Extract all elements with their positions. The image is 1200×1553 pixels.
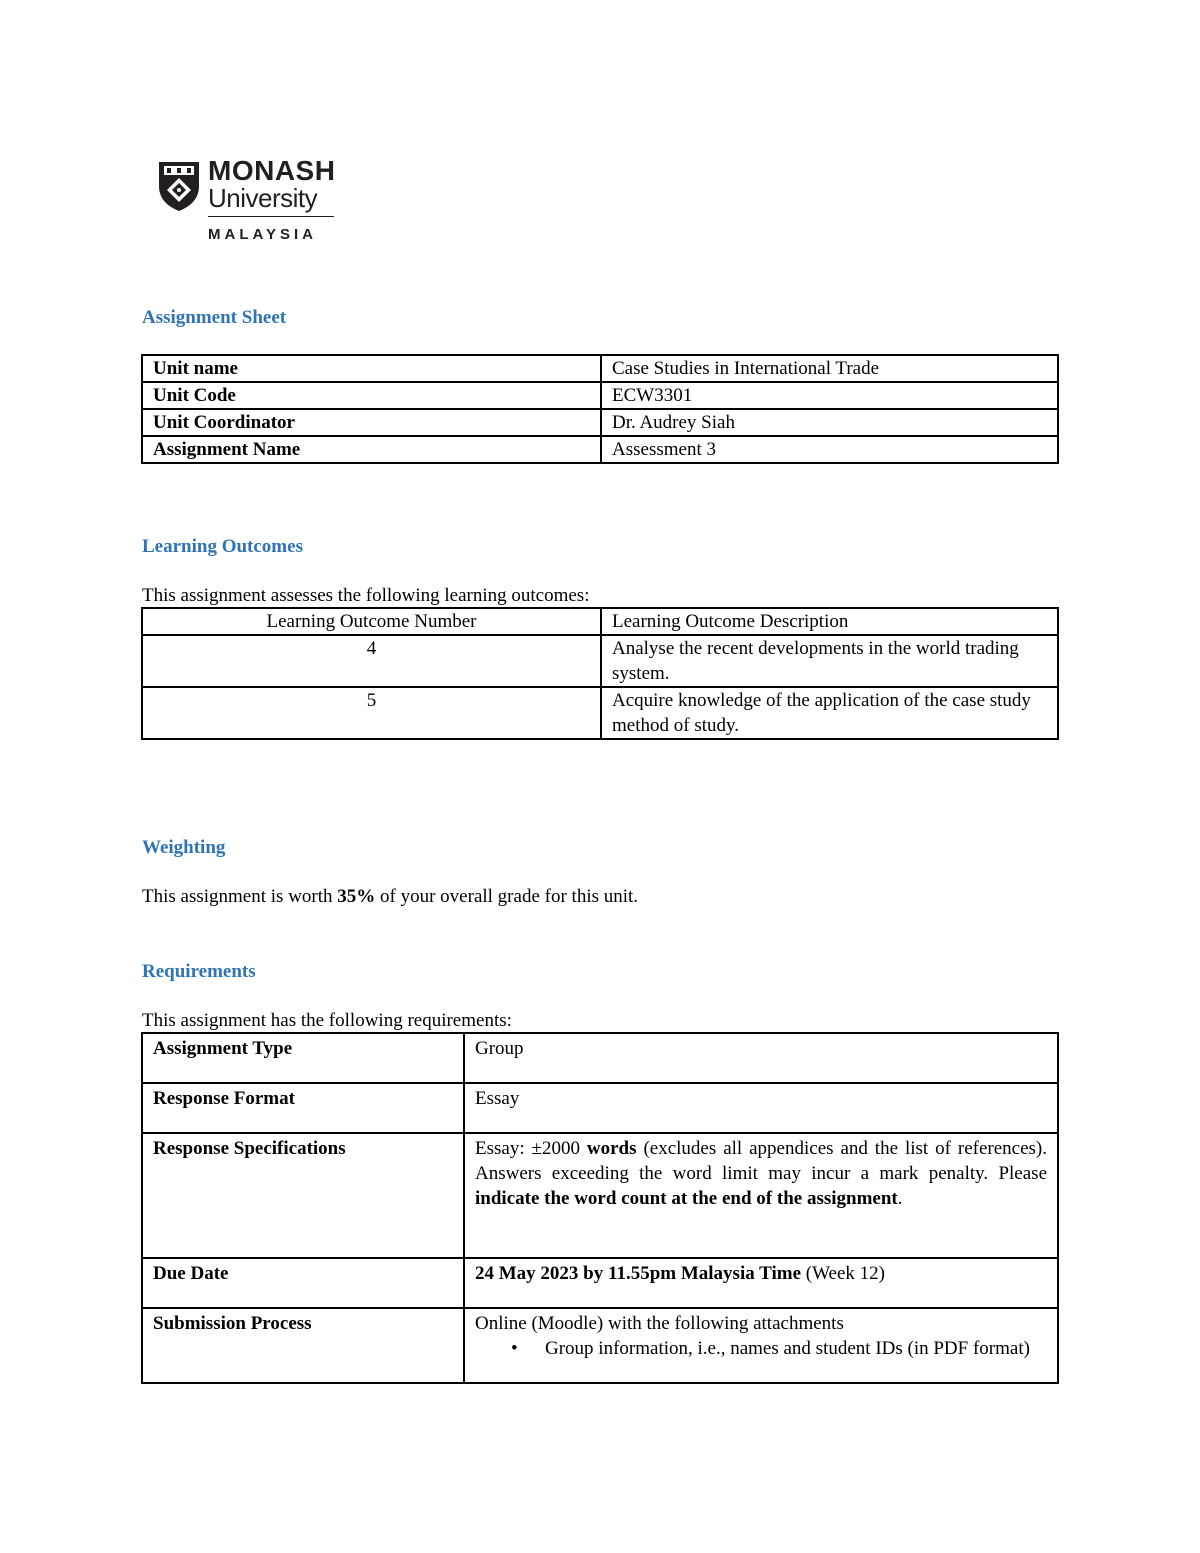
logo-university-text: University bbox=[208, 183, 318, 213]
lo-description: Acquire knowledge of the application of the case study method of study. bbox=[601, 687, 1058, 739]
requirements-heading: Requirements bbox=[142, 961, 256, 982]
table-row bbox=[142, 355, 1058, 382]
unit-name-label: Unit name bbox=[142, 355, 601, 382]
due-date-week: (Week 12) bbox=[801, 1263, 885, 1284]
spec-text-2: (excludes all appendices and the list of references). Answers exceeding the word limit may incur a mark penalty. Please bbox=[475, 1138, 1047, 1184]
weighting-before: This assignment is worth bbox=[142, 886, 338, 907]
assignment-sheet-heading: Assignment Sheet bbox=[142, 307, 287, 328]
table-row bbox=[142, 382, 1058, 409]
weighting-after: of your overall grade for this unit. bbox=[375, 886, 639, 907]
assignment-name-label: Assignment Name bbox=[142, 436, 601, 463]
response-spec-value bbox=[464, 1133, 1058, 1258]
spec-bold-word-count: indicate the word count at the end of the assignment bbox=[475, 1188, 898, 1209]
learning-outcomes-table bbox=[141, 607, 1059, 740]
monash-crest-icon bbox=[156, 160, 202, 212]
table-row bbox=[142, 1033, 1058, 1083]
weighting-heading: Weighting bbox=[142, 837, 226, 858]
unit-code-value: ECW3301 bbox=[601, 382, 1058, 409]
assignment-type-value: Group bbox=[464, 1033, 1058, 1083]
attachment-item-text: Group information, i.e., names and student IDs (in PDF format) bbox=[545, 1338, 1030, 1359]
lo-number: 4 bbox=[142, 635, 601, 687]
submission-process-label: Submission Process bbox=[142, 1308, 464, 1383]
lo-description-header: Learning Outcome Description bbox=[601, 608, 1058, 635]
table-row bbox=[142, 635, 1058, 687]
response-format-label: Response Format bbox=[142, 1083, 464, 1133]
requirements-table bbox=[141, 1032, 1059, 1384]
table-row bbox=[142, 1083, 1058, 1133]
assignment-name-value: Assessment 3 bbox=[601, 436, 1058, 463]
table-row bbox=[142, 1258, 1058, 1308]
submission-text: Online (Moodle) with the following attachments bbox=[475, 1313, 844, 1334]
spec-text-3: . bbox=[897, 1188, 903, 1209]
submission-process-value bbox=[464, 1308, 1058, 1383]
unit-coordinator-label: Unit Coordinator bbox=[142, 409, 601, 436]
weighting-text bbox=[142, 886, 638, 908]
requirements-intro: This assignment has the following requirements: bbox=[142, 1010, 512, 1031]
attachment-list bbox=[475, 1336, 1047, 1361]
table-row bbox=[142, 436, 1058, 463]
learning-outcomes-intro: This assignment assesses the following learning outcomes: bbox=[142, 585, 590, 606]
logo-malaysia-text: MALAYSIA bbox=[208, 226, 317, 243]
due-date-bold: 24 May 2023 by 11.55pm Malaysia Time bbox=[475, 1263, 802, 1284]
bullet-icon: • bbox=[511, 1338, 518, 1359]
lo-number: 5 bbox=[142, 687, 601, 739]
table-row bbox=[142, 1133, 1058, 1258]
monash-logo bbox=[156, 156, 338, 252]
table-row bbox=[142, 1308, 1058, 1383]
weighting-percent: 35% bbox=[337, 886, 376, 907]
table-row bbox=[142, 409, 1058, 436]
assignment-type-label: Assignment Type bbox=[142, 1033, 464, 1083]
logo-monash-text: MONASH bbox=[208, 155, 336, 186]
unit-coordinator-value: Dr. Audrey Siah bbox=[601, 409, 1058, 436]
spec-bold-words: words bbox=[586, 1138, 637, 1159]
spec-text-1: Essay: ±2000 bbox=[475, 1138, 587, 1159]
lo-description: Analyse the recent developments in the world trading system. bbox=[601, 635, 1058, 687]
table-header-row bbox=[142, 608, 1058, 635]
list-item bbox=[511, 1336, 1047, 1361]
lo-number-header: Learning Outcome Number bbox=[142, 608, 601, 635]
unit-name-value: Case Studies in International Trade bbox=[601, 355, 1058, 382]
due-date-value bbox=[464, 1258, 1058, 1308]
unit-info-table bbox=[141, 354, 1059, 464]
due-date-label: Due Date bbox=[142, 1258, 464, 1308]
unit-code-label: Unit Code bbox=[142, 382, 601, 409]
learning-outcomes-heading: Learning Outcomes bbox=[142, 536, 303, 557]
logo-divider bbox=[208, 216, 334, 217]
table-row bbox=[142, 687, 1058, 739]
response-format-value: Essay bbox=[464, 1083, 1058, 1133]
response-spec-label: Response Specifications bbox=[142, 1133, 464, 1258]
